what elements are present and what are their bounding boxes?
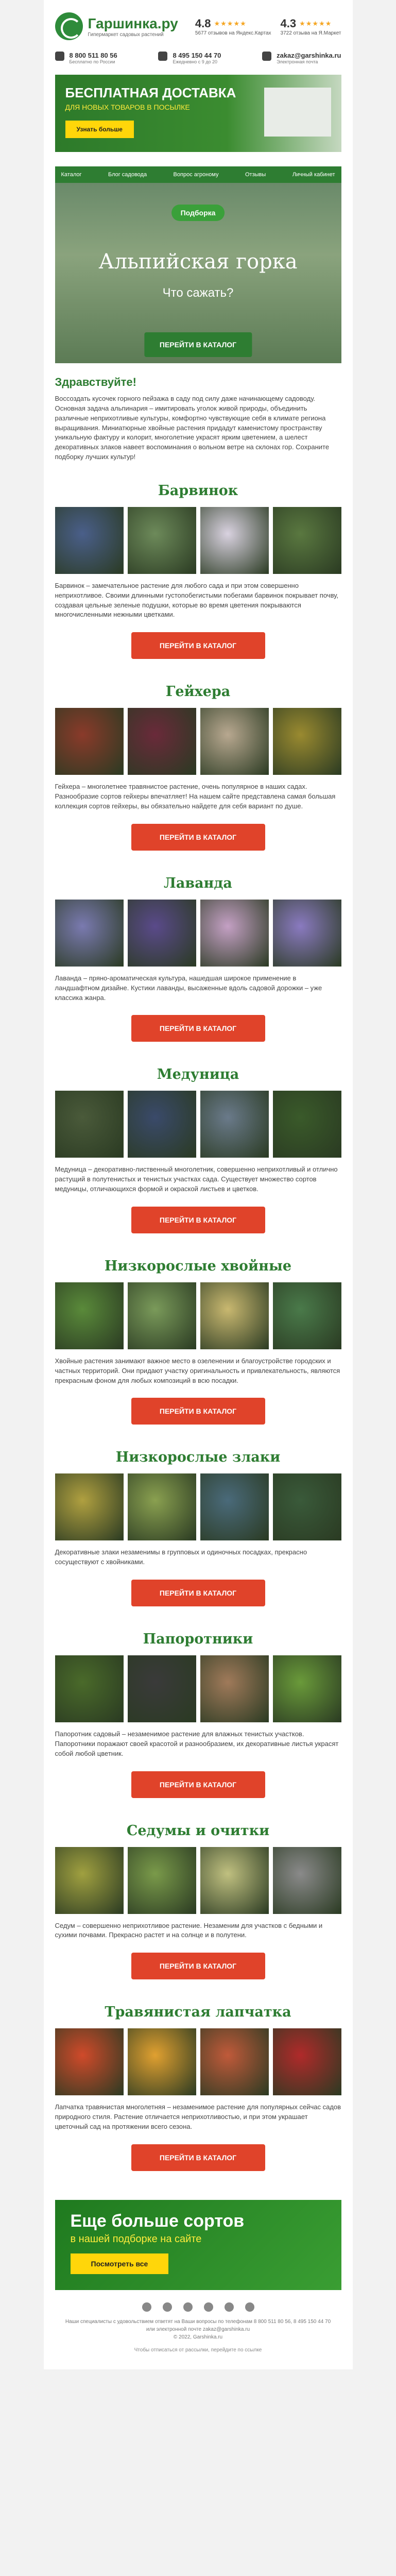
logo-title: Гаршинка.ру <box>88 15 178 31</box>
photo-row <box>55 507 341 574</box>
section-text: Лаванда – пряно-ароматическая культура, нашедшая широкое применение в ландшафтном дизайне. Кустики лаванды, высаженные вдоль садовой дорожки – уже классика жанра. <box>55 974 322 1002</box>
promo-subtitle: ДЛЯ НОВЫХ ТОВАРОВ В ПОСЫЛКЕ <box>65 103 190 111</box>
plant-photo[interactable] <box>273 1655 341 1722</box>
plant-photo[interactable] <box>55 708 124 775</box>
plant-photo[interactable] <box>273 1847 341 1914</box>
plant-section <box>44 864 353 1056</box>
plant-photo[interactable] <box>200 1282 269 1349</box>
rating-value: 4.8 <box>195 16 211 30</box>
pinterest-icon[interactable] <box>245 2302 254 2312</box>
plant-section <box>44 1993 353 2184</box>
plant-photo[interactable] <box>273 1473 341 1540</box>
plant-photo[interactable] <box>128 900 196 967</box>
plant-photo[interactable] <box>273 708 341 775</box>
header <box>44 0 353 46</box>
footer <box>44 2318 353 2369</box>
catalog-button[interactable]: ПЕРЕЙТИ В КАТАЛОГ <box>131 1953 265 1979</box>
plant-section <box>44 471 353 672</box>
zen-icon[interactable] <box>225 2302 234 2312</box>
plant-photo[interactable] <box>200 1655 269 1722</box>
footer-banner[interactable] <box>55 2200 341 2290</box>
email-container <box>44 0 353 2369</box>
plant-photo[interactable] <box>55 1847 124 1914</box>
section-text: Лапчатка травянистая многолетняя – незаменимое растение для популярных сейчас садов природного стиля. Растение отличается неприхотливостью, и при этом украшает цветочный сад на протяжении всего сезона. <box>55 2103 341 2130</box>
plant-photo[interactable] <box>128 1847 196 1914</box>
nav-item-account[interactable]: Личный кабинет <box>292 172 335 178</box>
section-text: Декоративные злаки незаменимы в групповых и одиночных посадках, прекрасно сосуществуют с хвойниками. <box>55 1548 307 1566</box>
plant-photo[interactable] <box>128 507 196 574</box>
section-text: Барвинок – замечательное растение для любого сада и при этом совершенно неприхотливое. Своими длинными густопобегистыми побегами барвинок покрывает почву, создавая цельные зеленые подушки, которые во время цветения покрываются многочисленными нежными цветками. <box>55 581 338 619</box>
contact-main: zakaz@garshinka.ru <box>277 52 341 59</box>
section-title: Низкорослые злаки <box>115 1449 281 1466</box>
contact-sub: Бесплатно по России <box>69 59 115 64</box>
hero-title: Альпийская горка <box>98 250 298 274</box>
footer-banner-title: Еще больше сортов <box>70 2211 245 2231</box>
stars-icon: ★★★★★ <box>214 19 247 27</box>
social-links <box>44 2290 353 2318</box>
catalog-button[interactable]: ПЕРЕЙТИ В КАТАЛОГ <box>131 1398 265 1425</box>
plant-section <box>44 1811 353 1993</box>
section-text: Седум – совершенно неприхотливое растение. Незаменим для участков с бедными и сухими почвами. Прекрасно растет и на солнце и в полутени. <box>55 1921 323 1939</box>
phone-icon <box>158 52 167 61</box>
contact-phone-free[interactable] <box>55 52 117 64</box>
intro-text: Воссоздать кусочек горного пейзажа в саду под силу даже начинающему садоводу. Основная задача альпинария – имитировать уголок живой природы, объединить различные неприхотливые культуры, комфортно чувствующие себя в климате региона выращивания. Миниатюрные хвойные растения придадут каменистому пространству уникальную фактуру и колорит, многолетние украсят ярким цветением, а шелест декоративных злаков навеет воспоминания о вольном ветре на склонах гор. Сохраните подборку лучших культур! <box>55 395 330 461</box>
nav-item-reviews[interactable]: Отзывы <box>245 172 266 178</box>
rating-note: 3722 отзыва на Я.Маркет <box>280 30 341 36</box>
hero-banner <box>55 183 341 363</box>
plant-photo[interactable] <box>273 900 341 967</box>
youtube-icon[interactable] <box>142 2302 151 2312</box>
plant-photo[interactable] <box>55 1282 124 1349</box>
hero-subtitle: Что сажать? <box>162 286 234 300</box>
phone-icon <box>55 52 64 61</box>
plant-section <box>44 1438 353 1620</box>
section-text: Папоротник садовый – незаменимое растение для влажных тенистых участков. Папоротники поражают своей красотой и разнообразием, их декоративные листья украсят собой любой цветник. <box>55 1730 339 1757</box>
plant-photo[interactable] <box>55 1655 124 1722</box>
greeting: Здравствуйте! <box>55 376 136 388</box>
telegram-icon[interactable] <box>204 2302 213 2312</box>
contact-phone-moscow[interactable] <box>158 52 221 64</box>
nav-item-catalog[interactable]: Каталог <box>61 172 82 178</box>
logo-subtitle: Гипермаркет садовых растений <box>88 31 164 38</box>
photo-row <box>55 1091 341 1158</box>
plant-section <box>44 1247 353 1438</box>
catalog-button[interactable]: ПЕРЕЙТИ В КАТАЛОГ <box>131 632 265 659</box>
plant-photo[interactable] <box>128 1282 196 1349</box>
rating-yandex-market[interactable] <box>281 17 341 36</box>
section-text: Гейхера – многолетнее травянистое растение, очень популярное в наших садах. Разнообразие сортов гейхеры впечатляет! На нашем сайте представлена самая большая коллекция сортов гейхеры, вы обязательно найдете для себя вариант по душе. <box>55 783 336 810</box>
plant-photo[interactable] <box>200 1847 269 1914</box>
logo[interactable] <box>55 12 178 40</box>
odnoklassniki-icon[interactable] <box>183 2302 193 2312</box>
contact-email[interactable] <box>262 52 341 64</box>
photo-row <box>55 900 341 967</box>
copyright: © 2022, Garshinka.ru <box>173 2334 223 2340</box>
vk-icon[interactable] <box>163 2302 172 2312</box>
plant-photo[interactable] <box>55 1091 124 1158</box>
section-title: Гейхера <box>165 684 231 700</box>
hero-catalog-button[interactable]: ПЕРЕЙТИ В КАТАЛОГ <box>144 332 252 357</box>
plant-photo[interactable] <box>200 900 269 967</box>
catalog-button[interactable]: ПЕРЕЙТИ В КАТАЛОГ <box>131 1015 265 1042</box>
promo-banner[interactable] <box>55 75 341 152</box>
plant-photo[interactable] <box>55 2028 124 2095</box>
plant-section <box>44 1055 353 1247</box>
footer-banner-subtitle: в нашей подборке на сайте <box>70 2233 202 2245</box>
plant-photo[interactable] <box>55 1473 124 1540</box>
unsubscribe-link[interactable]: Чтобы отписаться от рассылки, перейдите по ссылке <box>134 2347 262 2353</box>
contact-sub: Ежедневно с 9 до 20 <box>173 59 218 64</box>
nav-item-blog[interactable]: Блог садовода <box>108 172 147 178</box>
catalog-button[interactable]: ПЕРЕЙТИ В КАТАЛОГ <box>131 1771 265 1798</box>
plant-section <box>44 1620 353 1811</box>
photo-row <box>55 1655 341 1722</box>
plant-photo[interactable] <box>273 1091 341 1158</box>
photo-row <box>55 708 341 775</box>
photo-row <box>55 2028 341 2095</box>
footer-contact-text: Наши специалисты с удовольствием ответят на Ваши вопросы по телефонам 8 800 511 80 56, 8 495 150 44 70 или электронной почте zakaz@garshinka.ru <box>65 2318 331 2332</box>
hero-chip: Подборка <box>171 205 225 221</box>
promo-title: БЕСПЛАТНАЯ ДОСТАВКА <box>65 85 236 100</box>
plant-photo[interactable] <box>200 1473 269 1540</box>
stars-icon: ★★★★★ <box>299 19 332 27</box>
rating-yandex-maps[interactable] <box>195 17 271 36</box>
rating-note: 5677 отзывов на Яндекс.Картах <box>195 30 271 36</box>
section-title: Медуница <box>157 1066 239 1083</box>
section-title: Барвинок <box>158 482 238 499</box>
mail-icon <box>262 52 271 61</box>
promo-button[interactable]: Узнать больше <box>65 121 134 138</box>
plant-photo[interactable] <box>273 1282 341 1349</box>
view-all-button[interactable]: Посмотреть все <box>71 2253 169 2274</box>
ratings <box>195 17 341 36</box>
nav-item-agronomist[interactable]: Вопрос агроному <box>173 172 219 178</box>
section-title: Седумы и очитки <box>126 1822 270 1839</box>
intro <box>44 363 353 471</box>
plant-photo[interactable] <box>200 1091 269 1158</box>
catalog-button[interactable]: ПЕРЕЙТИ В КАТАЛОГ <box>131 1207 265 1233</box>
plant-photo[interactable] <box>200 2028 269 2095</box>
section-text: Хвойные растения занимают важное место в озеленении и благоустройстве городских и частных территорий. Они придают участку оригинальность и привлекательность, являются прекрасным фоном для любых композиций в всю посадки. <box>55 1357 340 1384</box>
section-title: Лаванда <box>164 875 232 891</box>
photo-row <box>55 1847 341 1914</box>
photo-row <box>55 1473 341 1540</box>
plant-photo[interactable] <box>128 1091 196 1158</box>
contact-main: 8 800 511 80 56 <box>69 52 117 59</box>
plant-photo[interactable] <box>55 507 124 574</box>
logo-icon <box>55 12 83 40</box>
plant-photo[interactable] <box>273 2028 341 2095</box>
plant-photo[interactable] <box>200 708 269 775</box>
plant-section <box>44 672 353 864</box>
rating-value: 4.3 <box>280 16 297 30</box>
catalog-button[interactable]: ПЕРЕЙТИ В КАТАЛОГ <box>131 2144 265 2171</box>
section-title: Папоротники <box>143 1631 253 1648</box>
photo-row <box>55 1282 341 1349</box>
plant-photo[interactable] <box>128 1655 196 1722</box>
contact-main: 8 495 150 44 70 <box>173 52 221 59</box>
plant-photo[interactable] <box>273 507 341 574</box>
contact-sub: Электронная почта <box>277 59 318 64</box>
truck-image <box>264 88 331 137</box>
main-nav <box>55 166 341 183</box>
section-title: Травянистая лапчатка <box>105 2004 291 2021</box>
contacts <box>44 46 353 75</box>
plant-photo[interactable] <box>200 507 269 574</box>
section-title: Низкорослые хвойные <box>104 1258 292 1274</box>
plant-photo[interactable] <box>128 2028 196 2095</box>
plant-photo[interactable] <box>55 900 124 967</box>
plant-photo[interactable] <box>128 708 196 775</box>
catalog-button[interactable]: ПЕРЕЙТИ В КАТАЛОГ <box>131 1580 265 1606</box>
plant-photo[interactable] <box>128 1473 196 1540</box>
catalog-button[interactable]: ПЕРЕЙТИ В КАТАЛОГ <box>131 824 265 851</box>
section-text: Медуница – декоративно-лиственный многолетник, совершенно неприхотливый и отлично растущий в полутенистых и тенистых участках сада. Существует множество сортов медуницы, отличающихся формой и окраской листьев и цветков. <box>55 1165 338 1193</box>
